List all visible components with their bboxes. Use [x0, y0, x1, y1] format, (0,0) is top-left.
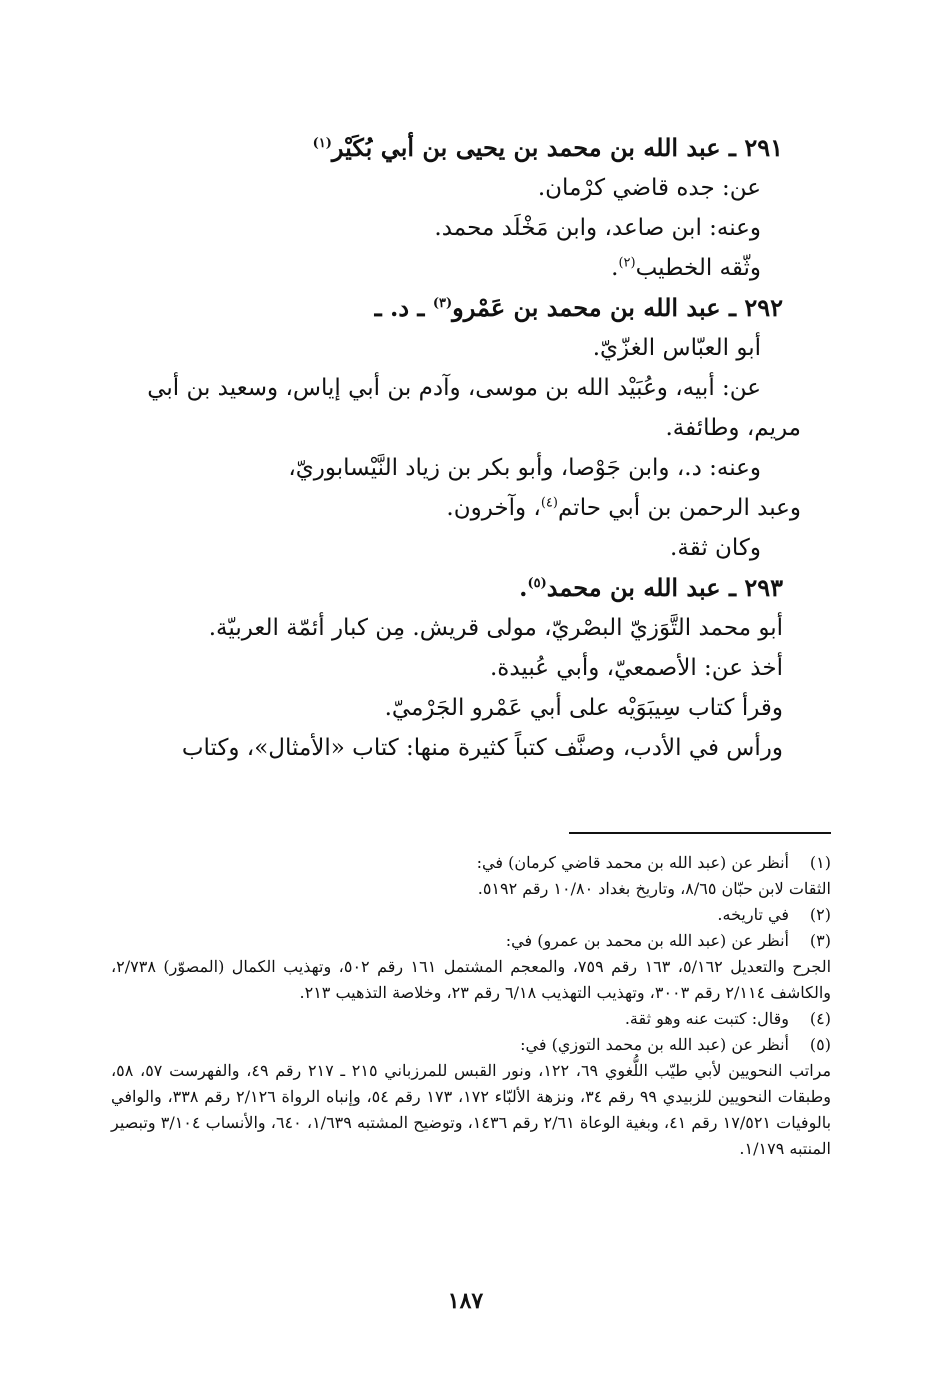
entry-heading — [113, 288, 783, 328]
footnote-1 — [111, 850, 831, 902]
footnote-line: الجرح والتعديل ٥/١٦٢، ١٦٣ رقم ٧٥٩، والمعجم المشتمل ١٦١ رقم ٥٠٢، وتهذيب الكمال (المصوّر) ٢/٧٣٨، والكاشف ٢/١١٤ رقم ٣٠٠٣، وتهذيب التهذيب ٦/١٨ رقم ٢٣، وخلاصة التذهيب ٢١٣. — [111, 957, 832, 1002]
footnote-2 — [111, 902, 831, 928]
footnote-line: أنظر عن (عبد الله بن محمد التوزي) في: — [520, 1035, 789, 1054]
footnotes — [111, 850, 831, 1162]
entry-line: عن: جده قاضي كرْمان. — [537, 175, 761, 201]
footnote-5 — [111, 1032, 831, 1162]
footnote-number: (٣) — [809, 931, 831, 950]
footnote-ref: (٢) — [618, 255, 636, 271]
entry-line: ورأس في الأدب، وصنَّف كتباً كثيرة منها: كتاب «الأمثال»، وكتاب — [181, 735, 783, 761]
footnote-number: (٥) — [809, 1035, 831, 1054]
entry-293 — [113, 568, 783, 768]
entry-heading-suffix: . — [519, 573, 528, 602]
entry-line: وثّقه الخطيب$^{(٢)}$. — [611, 255, 761, 281]
entry-line: أخذ عن: الأصمعيّ، وأبي عُبيدة. — [489, 655, 783, 681]
footnote-line: مراتب النحويين لأبي طيّب اللُّغوي ٦٩، ١٢٢، ونور القبس للمرزباني ٢١٥ ـ ٢١٧ رقم ٤٩، والفهرست ٥٧، ٥٨، وطبقات النحويين للزبيدي ٩٩ رقم ٣٤، ونزهة الألبّاء ١٧٢، ١٧٣ رقم ٥٤، وإنباه الرواة ٢/١٢٦ رقم ٣٣٨، والوافي بالوفيات ١٧/٥٢١ رقم ٤١، وبغية الوعاة ٢/٦١ رقم ١٤٣٦، وتوضيح المشتبه ١/٦٣٩، ٦٤٠، والأنساب ٣/١٠٤ وتبصير المنتبه ١/١٧٩. — [111, 1061, 832, 1158]
page-number: ١٨٧ — [447, 1288, 484, 1314]
entry-291 — [113, 128, 783, 288]
entry-line-continued: وعبد الرحمن بن أبي حاتم$^{(٤)}$، وآخرون. — [446, 495, 801, 521]
entry-line: وعنه: د.، وابن جَوْصا، وأبو بكر بن زياد النَّيْسابوريّ، — [288, 455, 761, 481]
footnote-number: (٤) — [809, 1009, 831, 1028]
footnote-line: أنظر عن (عبد الله بن محمد قاضي كرمان) في: — [476, 853, 789, 872]
footnote-ref: (٥) — [527, 576, 547, 591]
footnote-ref: (٤) — [540, 495, 558, 511]
footnote-4 — [111, 1006, 831, 1032]
footnote-separator — [569, 832, 831, 834]
footnote-line: في تاريخه. — [717, 905, 789, 924]
entry-heading-text: ٢٩٢ ـ عبد الله بن محمد بن عَمْرو — [452, 293, 783, 322]
footnote-line: أنظر عن (عبد الله بن محمد بن عمرو) في: — [505, 931, 789, 950]
entry-heading — [113, 568, 783, 608]
entry-line: أبو محمد التَّوَزيّ البصْريّ، مولى قريش. مِن كبار أئمّة العربيّة. — [208, 615, 783, 641]
footnote-3 — [111, 928, 831, 1006]
entry-292 — [113, 288, 801, 568]
entry-line: وعنه: ابن صاعد، وابن مَخْلَد محمد. — [434, 215, 761, 241]
main-text — [113, 128, 801, 768]
footnote-number: (١) — [809, 853, 831, 872]
entry-heading-text: ٢٩٣ ـ عبد الله بن محمد — [546, 573, 783, 602]
footnote-line: وقال: كتبت عنه وهو ثقة. — [624, 1009, 789, 1028]
entry-line-continued: مريم، وطائفة. — [665, 415, 801, 441]
footnote-ref: (٣) — [432, 296, 453, 311]
entry-heading-suffix: ـ د. ـ — [374, 293, 433, 322]
entry-line: عن: أبيه، وعُبَيْد الله بن موسى، وآدم بن أبي إياس، وسعيد بن أبي — [147, 375, 761, 401]
footnote-number: (٢) — [809, 905, 831, 924]
footnote-line: الثقات لابن حبّان ٨/٦٥، وتاريخ بغداد ١٠/٨٠ رقم ٥١٩٢. — [477, 879, 831, 898]
entry-line: وكان ثقة. — [670, 535, 761, 561]
entry-heading — [113, 128, 783, 168]
entry-line: وقرأ كتاب سِيبَوَيْه على أبي عَمْرو الجَرْميّ. — [384, 695, 783, 721]
footnote-ref: (١) — [312, 136, 332, 151]
entry-line: أبو العبّاس الغزّيّ. — [592, 335, 761, 361]
entry-heading-text: ٢٩١ ـ عبد الله بن محمد بن يحيى بن أبي بُكَيْر — [331, 133, 783, 162]
